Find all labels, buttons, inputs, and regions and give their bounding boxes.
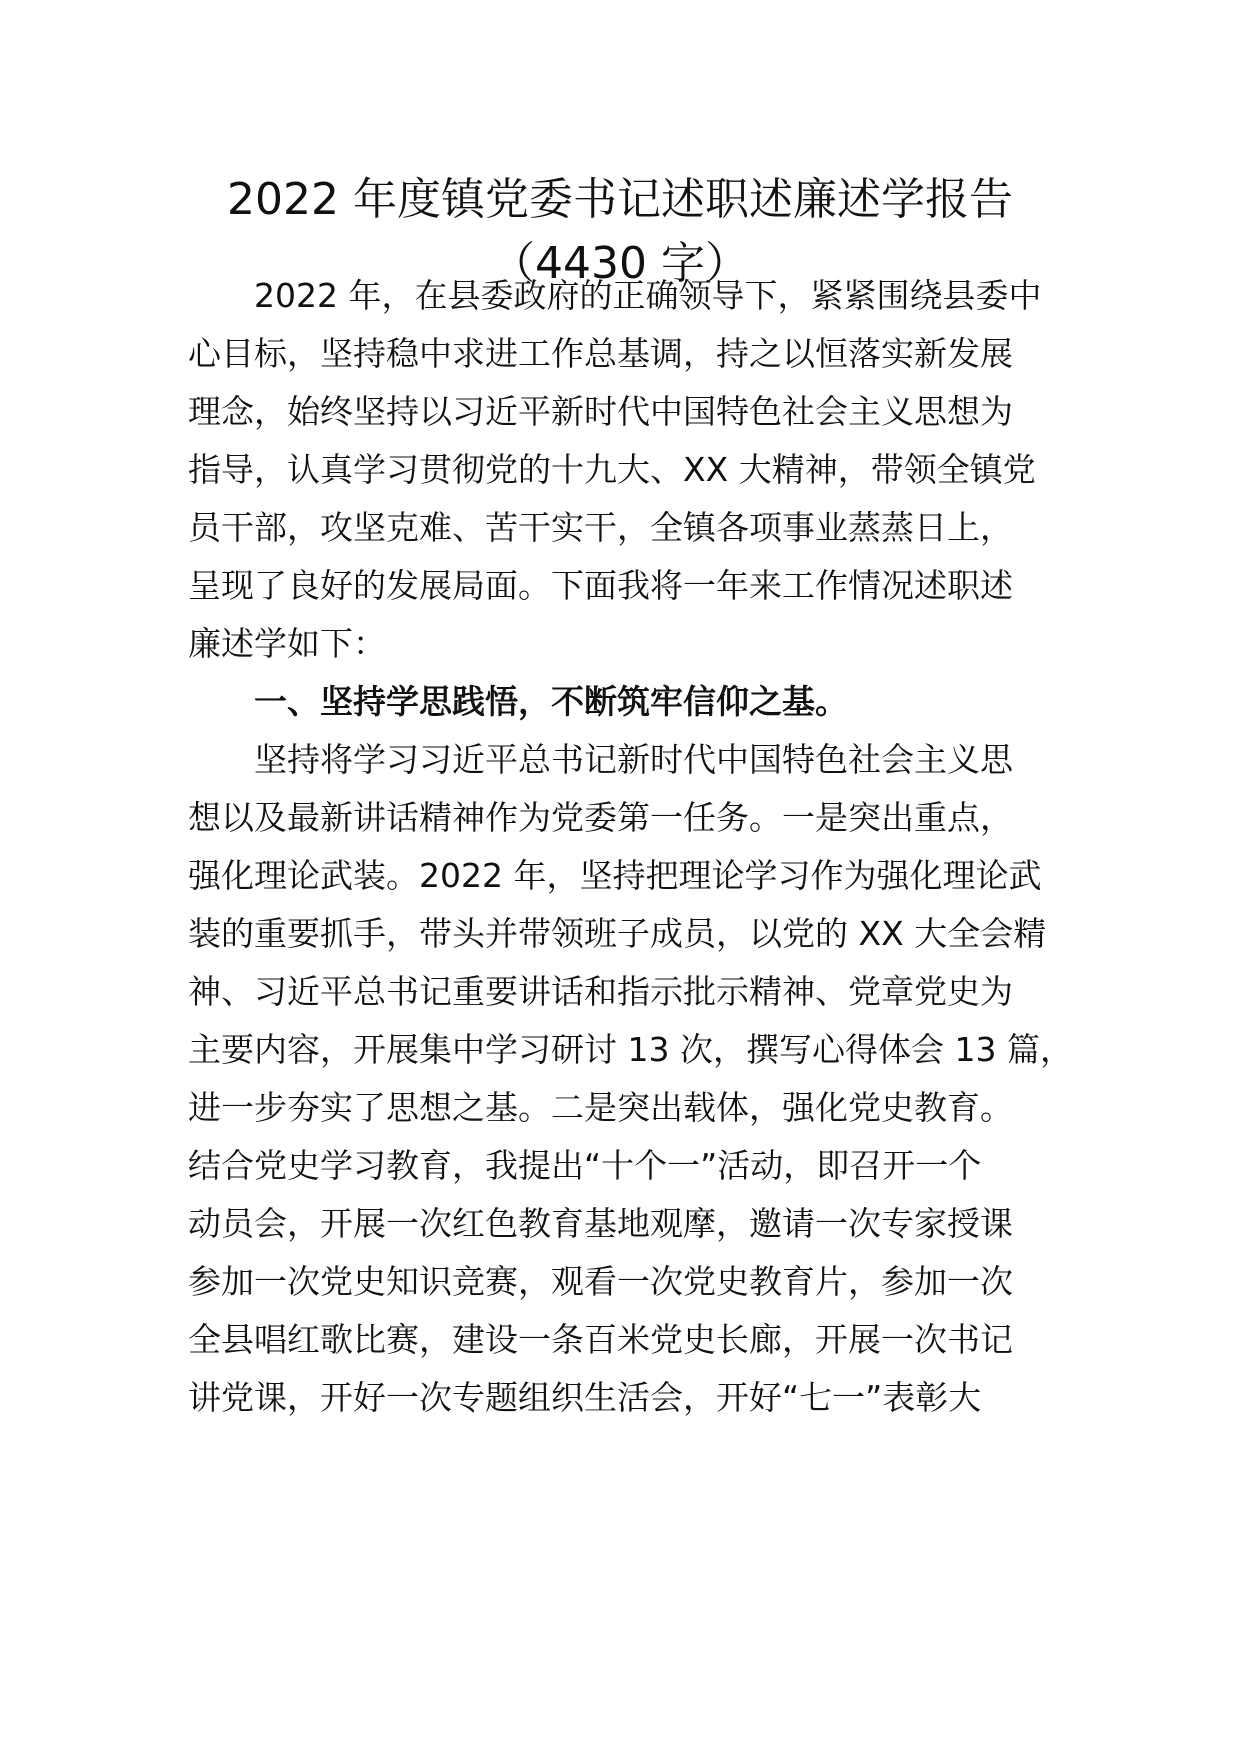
paragraph-line: 2022 年，在县委政府的正确领导下，紧紧围绕县委中 (254, 276, 1042, 315)
paragraph-line: 指导，认真学习贯彻党的十九大、XX 大精神，带领全镇党 (188, 450, 1036, 489)
paragraph-line: 呈现了良好的发展局面。下面我将一年来工作情况述职述 (188, 566, 1013, 605)
paragraph-line: 理念，始终坚持以习近平新时代中国特色社会主义思想为 (188, 392, 1013, 431)
paragraph-line: 主要内容，开展集中学习研讨 13 次，撰写心得体会 13 篇， (188, 1030, 1073, 1069)
paragraph-line: 廉述学如下： (188, 624, 386, 663)
paragraph-line: 装的重要抓手，带头并带领班子成员，以党的 XX 大全会精 (188, 914, 1047, 953)
paragraph-line: 想以及最新讲话精神作为党委第一任务。一是突出重点， (188, 798, 1013, 837)
paragraph-line: 结合党史学习教育，我提出“十个一”活动，即召开一个 (188, 1146, 982, 1185)
paragraph-line: 神、习近平总书记重要讲话和指示批示精神、党章党史为 (188, 972, 1013, 1011)
document-word-count: （4430 字） (491, 238, 749, 289)
document-title: 2022 年度镇党委书记述职述廉述学报告 (227, 174, 1013, 225)
paragraph-line: 全县唱红歌比赛，建设一条百米党史长廊，开展一次书记 (188, 1320, 1013, 1359)
paragraph-line: 员干部，攻坚克难、苦干实干，全镇各项事业蒸蒸日上， (188, 508, 1013, 547)
paragraph-line: 参加一次党史知识竞赛，观看一次党史教育片，参加一次 (188, 1262, 1013, 1301)
paragraph-line: 心目标，坚持稳中求进工作总基调，持之以恒落实新发展 (188, 334, 1013, 373)
paragraph-line: 动员会，开展一次红色教育基地观摩，邀请一次专家授课 (188, 1204, 1013, 1243)
paragraph-line: 坚持将学习习近平总书记新时代中国特色社会主义思 (254, 740, 1013, 779)
paragraph-line: 强化理论武装。2022 年，坚持把理论学习作为强化理论武 (188, 856, 1042, 895)
section-heading: 一、坚持学思践悟，不断筑牢信仰之基。 (254, 682, 848, 721)
paragraph-line: 讲党课，开好一次专题组织生活会，开好“七一”表彰大 (188, 1378, 982, 1417)
paragraph-line: 进一步夯实了思想之基。二是突出载体，强化党史教育。 (188, 1088, 1013, 1127)
